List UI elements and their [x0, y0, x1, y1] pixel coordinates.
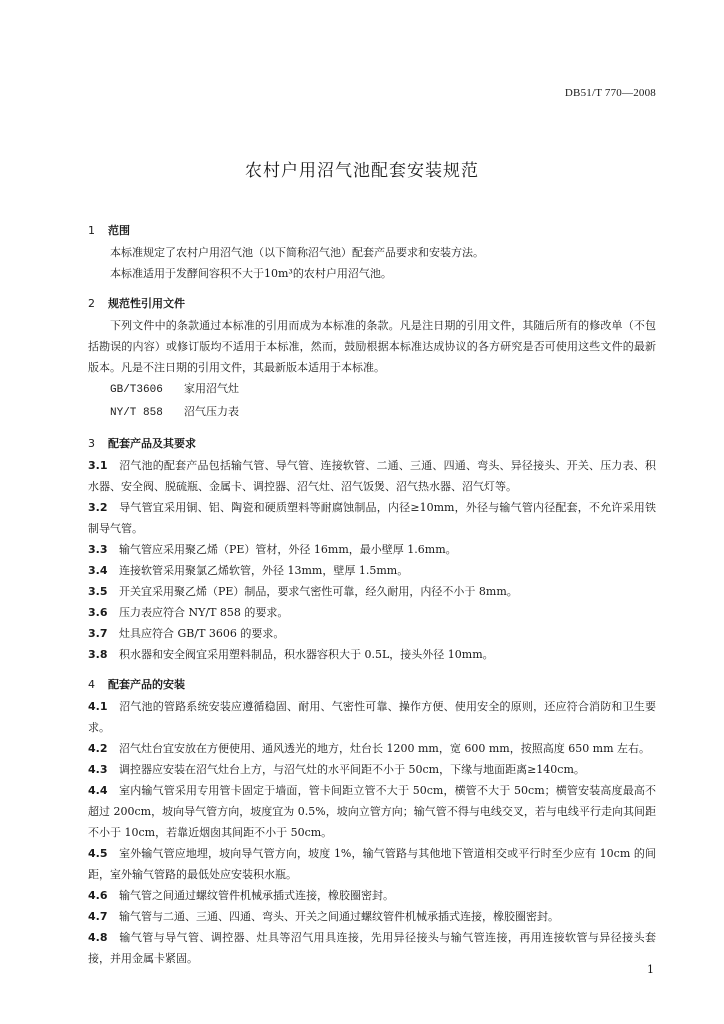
reference-name: 家用沼气灶: [184, 382, 239, 395]
clause-item: 3.3 输气管应采用聚乙烯（PE）管材，外径 16mm，最小壁厚 1.6mm。: [88, 543, 457, 556]
reference-name: 沼气压力表: [184, 405, 239, 418]
clause-item: 3.5 开关宜采用聚乙烯（PE）制品，要求气密性可靠，经久耐用，内径不小于 8mm。: [88, 585, 518, 598]
section-heading-installation: 4 配套产品的安装: [88, 678, 185, 691]
section-heading-normative-references: 2 规范性引用文件: [88, 297, 185, 310]
clause-item: 3.7 灶具应符合 GB/T 3606 的要求。: [88, 627, 285, 640]
reference-entry: [88, 401, 656, 424]
reference-code: GB/T3606: [110, 384, 163, 396]
page-number: 1: [647, 963, 654, 976]
paragraph: 本标准适用于发酵间容积不大于10m³的农村户用沼气池。: [110, 267, 392, 280]
section-heading-scope: 1 范围: [88, 224, 130, 237]
clause-item: 4.5 室外输气管应地埋，坡向导气管方向，坡度 1%，输气管路与其他地下管道相交或平行时至少应有 10cm 的间距，室外输气管路的最低处应安装积水瓶。: [88, 847, 656, 881]
document-title: 农村户用沼气池配套安装规范: [245, 161, 479, 181]
reference-entry: [88, 378, 656, 401]
clause-item: 4.6 输气管之间通过螺纹管件机械承插式连接，橡胶圈密封。: [88, 889, 394, 902]
clause-item: 4.7 输气管与二通、三通、四通、弯头、开关之间通过螺纹管件机械承插式连接，橡胶圈密封。: [88, 910, 559, 923]
clause-item: 3.1 沼气池的配套产品包括输气管、导气管、连接软管、二通、三通、四通、弯头、异径接头、开关、压力表、积水器、安全阀、脱硫瓶、金属卡、调控器、沼气灶、沼气饭煲、沼气热水器、沼气灯等。: [88, 459, 656, 493]
clause-item: 4.3 调控器应安装在沼气灶台上方，与沼气灶的水平间距不小于 50cm，下缘与地面距离≥140cm。: [88, 763, 585, 776]
clause-item: 4.4 室内输气管采用专用管卡固定于墙面，管卡间距立管不大于 50cm，横管不大于 50cm；横管安装高度最高不超过 200cm，坡向导气管方向，坡度宜为 0.5%，坡向立管方向；输气管不得与电线交叉，若与电线平行走向其间距不小于 10cm，若靠近烟囱其间距不小于 50cm。: [88, 784, 656, 839]
paragraph: 本标准规定了农村户用沼气池（以下简称沼气池）配套产品要求和安装方法。: [110, 246, 484, 259]
clause-item: 4.2 沼气灶台宜安放在方便使用、通风透光的地方，灶台长 1200 mm，宽 600 mm，按照高度 650 mm 左右。: [88, 742, 651, 755]
section-heading-products: 3 配套产品及其要求: [88, 437, 196, 450]
clause-item: 4.1 沼气池的管路系统安装应遵循稳固、耐用、气密性可靠、操作方便、使用安全的原则，还应符合消防和卫生要求。: [88, 700, 656, 734]
clause-item: 3.2 导气管宜采用铜、铝、陶瓷和硬质塑料等耐腐蚀制品，内径≥10mm，外径与输气管内径配套，不允许采用铁制导气管。: [88, 501, 656, 535]
clause-item: 3.4 连接软管采用聚氯乙烯软管，外径 13mm，壁厚 1.5mm。: [88, 564, 409, 577]
document-body: [88, 220, 656, 969]
paragraph: 下列文件中的条款通过本标准的引用而成为本标准的条款。凡是注日期的引用文件，其随后所有的修改单（不包括勘误的内容）或修订版均不适用于本标准，然而，鼓励根据本标准达成协议的各方研究是否可使用这些文件的最新版本。凡是不注日期的引用文件，其最新版本适用于本标准。: [88, 319, 656, 374]
reference-code: NY/T 858: [110, 407, 163, 419]
clause-item: 4.8 输气管与导气管、调控器、灶具等沼气用具连接，先用异径接头与输气管连接，再用连接软管与异径接头套接，并用金属卡紧固。: [88, 931, 656, 965]
clause-item: 3.8 积水器和安全阀宜采用塑料制品，积水器容积大于 0.5L，接头外径 10mm。: [88, 648, 494, 661]
standard-code: DB51/T 770—2008: [564, 87, 656, 99]
clause-item: 3.6 压力表应符合 NY/T 858 的要求。: [88, 606, 289, 619]
